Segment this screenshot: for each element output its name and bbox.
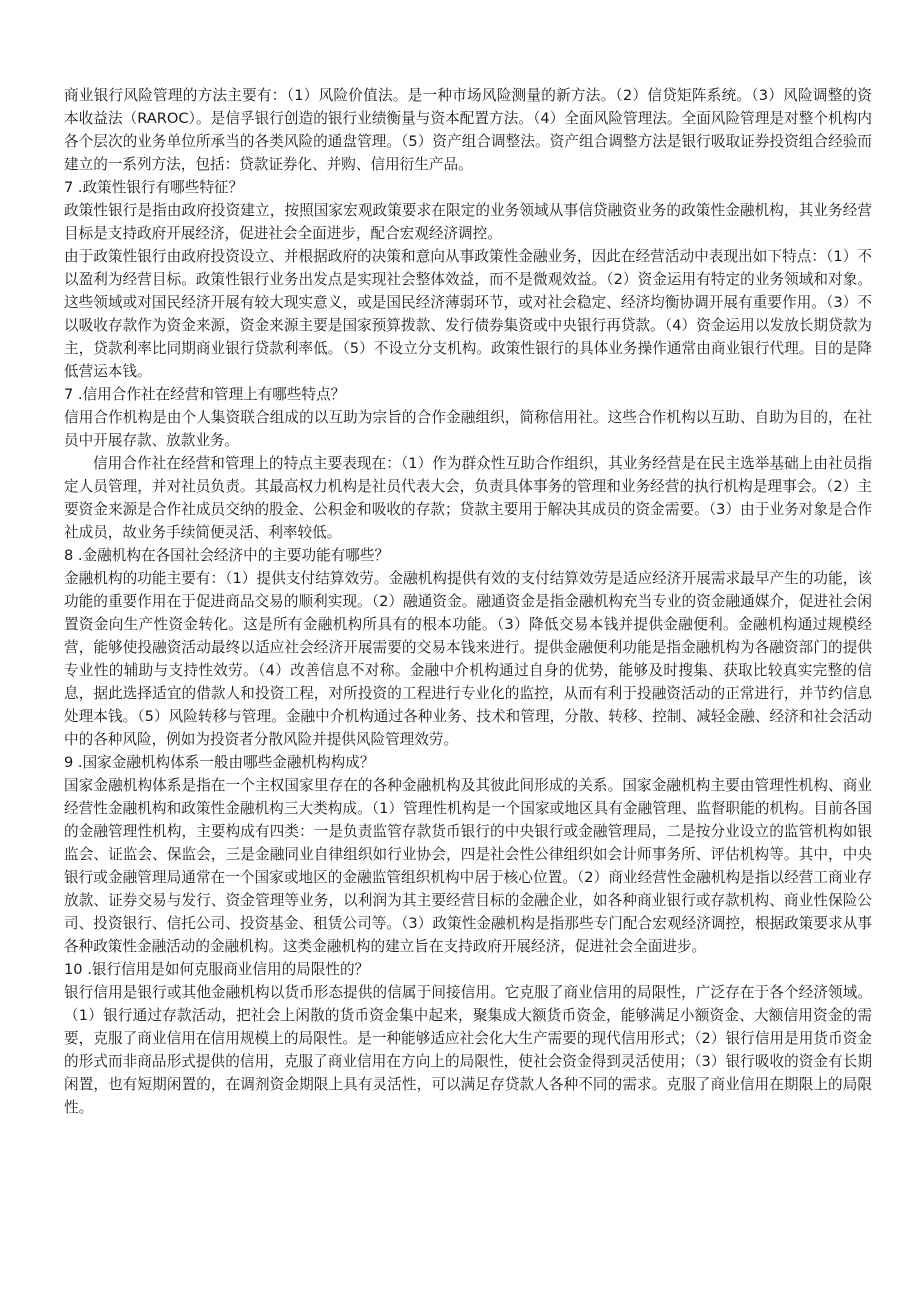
heading-q7-credit-cooperatives: 7 .信用合作社在经营和管理上有哪些特点？	[64, 386, 346, 403]
paragraph-risk-methods: 商业银行风险管理的方法主要有：（1）风险价值法。是一种市场风险测量的新方法。（2）信贷矩阵系统。（3）风险调整的资本收益法（RAROC）。是信孚银行创造的银行业绩衡量与资本配置方法。（4）全面风险管理法。全面风险管理是对整个机构内各个层次的业务单位所承当的各类风险的通盘管理。（5）资产组合调整法。资产组合调整方法是银行吸取证券投资组合经验而建立的一系列方法，包括：贷款证券化、并购、信用衍生产品。	[64, 87, 872, 173]
heading-q9-financial-system: 9 .国家金融机构体系一般由哪些金融机构构成？	[64, 754, 375, 771]
heading-q8-financial-functions: 8 .金融机构在各国社会经济中的主要功能有哪些？	[64, 547, 390, 564]
paragraph-financial-system: 国家金融机构体系是指在一个主权国家里存在的各种金融机构及其彼此间形成的关系。国家金融机构主要由管理性机构、商业经营性金融机构和政策性金融机构三大类构成。（1）管理性机构是一个国家或地区具有金融管理、监督职能的机构。目前各国的金融管理性机构，主要构成有四类：一是负责监管存款货币银行的中央银行或金融管理局，二是按分业设立的监管机构如银监会、证监会、保监会，三是金融同业自律组织如行业协会，四是社会性公律组织如会计师事务所、评估机构等。其中，中央银行或金融管理局通常在一个国家或地区的金融监管组织机构中居于核心位置。（2）商业经营性金融机构是指以经营工商业存放款、证券交易与发行、资金管理等业务，以利润为其主要经营目标的金融企业，如各种商业银行或存款机构、商业性保险公司、投资银行、信托公司、投资基金、租赁公司等。（3）政策性金融机构是指那些专门配合宏观经济调控，根据政策要求从事各种政策性金融活动的金融机构。这类金融机构的建立旨在支持政府开展经济，促进社会全面进步。	[64, 777, 872, 955]
paragraph-policy-bank-features: 由于政策性银行由政府投资设立、并根据政府的决策和意向从事政策性金融业务，因此在经营活动中表现出如下特点：（1）不以盈利为经营目标。政策性银行业务出发点是实现社会整体效益，而不是微观效益。（2）资金运用有特定的业务领域和对象。这些领域或对国民经济开展有较大现实意义，或是国民经济薄弱环节，或对社会稳定、经济均衡协调开展有重要作用。（3）不以吸收存款作为资金来源，资金来源主要是国家预算拨款、发行债券集资或中央银行再贷款。（4）资金运用以发放长期贷款为主，贷款利率比同期商业银行贷款利率低。（5）不设立分支机构。政策性银行的具体业务操作通常由商业银行代理。目的是降低营运本钱。	[64, 248, 872, 380]
paragraph-financial-functions: 金融机构的功能主要有：（1）提供支付结算效劳。金融机构提供有效的支付结算效劳是适应经济开展需求最早产生的功能，该功能的重要作用在于促进商品交易的顺利实现。（2）融通资金。融通资金是指金融机构充当专业的资金融通媒介，促进社会闲置资金向生产性资金转化。这是所有金融机构所具有的根本功能。（3）降低交易本钱并提供金融便利。金融机构通过规模经营，能够使投融资活动最终以适应社会经济开展需要的交易本钱来进行。提供金融便利功能是指金融机构为各融资部门的提供专业性的辅助与支持性效劳。（4）改善信息不对称。金融中介机构通过自身的优势，能够及时搜集、获取比较真实完整的信息，据此选择适宜的借款人和投资工程，对所投资的工程进行专业化的监控，从而有利于投融资活动的正常进行，并节约信息处理本钱。（5）风险转移与管理。金融中介机构通过各种业务、技术和管理，分散、转移、控制、减轻金融、经济和社会活动中的各种风险，例如为投资者分散风险并提供风险管理效劳。	[64, 570, 872, 748]
heading-q10-bank-credit: 10 .银行信用是如何克服商业信用的局限性的？	[64, 961, 370, 978]
paragraph-credit-coop-definition: 信用合作机构是由个人集资联合组成的以互助为宗旨的合作金融组织，简称信用社。这些合作机构以互助、自助为目的，在社员中开展存款、放款业务。	[64, 409, 872, 449]
paragraph-policy-bank-definition: 政策性银行是指由政府投资建立，按照国家宏观政策要求在限定的业务领域从事信贷融资业务的政策性金融机构，其业务经营目标是支持政府开展经济，促进社会全面进步，配合宏观经济调控。	[64, 202, 872, 242]
paragraph-bank-credit: 银行信用是银行或其他金融机构以货币形态提供的信属于间接信用。它克服了商业信用的局限性，广泛存在于各个经济领域。（1）银行通过存款活动，把社会上闲散的货币资金集中起来，聚集成大额货币资金，能够满足小额资金、大额信用资金的需要，克服了商业信用在信用规模上的局限性。是一种能够适应社会化大生产需要的现代信用形式；（2）银行信用是用货币资金的形式而非商品形式提供的信用，克服了商业信用在方向上的局限性，使社会资金得到灵活使用；（3）银行吸收的资金有长期闲置，也有短期闲置的，在调剂资金期限上具有灵活性，可以满足存贷款人各种不同的需求。克服了商业信用在期限上的局限性。	[64, 984, 872, 1116]
paragraph-credit-coop-features: 信用合作社在经营和管理上的特点主要表现在：（1）作为群众性互助合作组织，其业务经营是在民主选举基础上由社员指定人员管理，并对社员负责。其最高权力机构是社员代表大会，负责具体事务的管理和业务经营的执行机构是理事会。（2）主要资金来源是合作社成员交纳的股金、公积金和吸收的存款；贷款主要用于解决其成员的资金需要。（3）由于业务对象是合作社成员，故业务手续简便灵活、利率较低。	[64, 455, 872, 541]
heading-q7-policy-banks: 7 .政策性银行有哪些特征？	[64, 179, 244, 196]
